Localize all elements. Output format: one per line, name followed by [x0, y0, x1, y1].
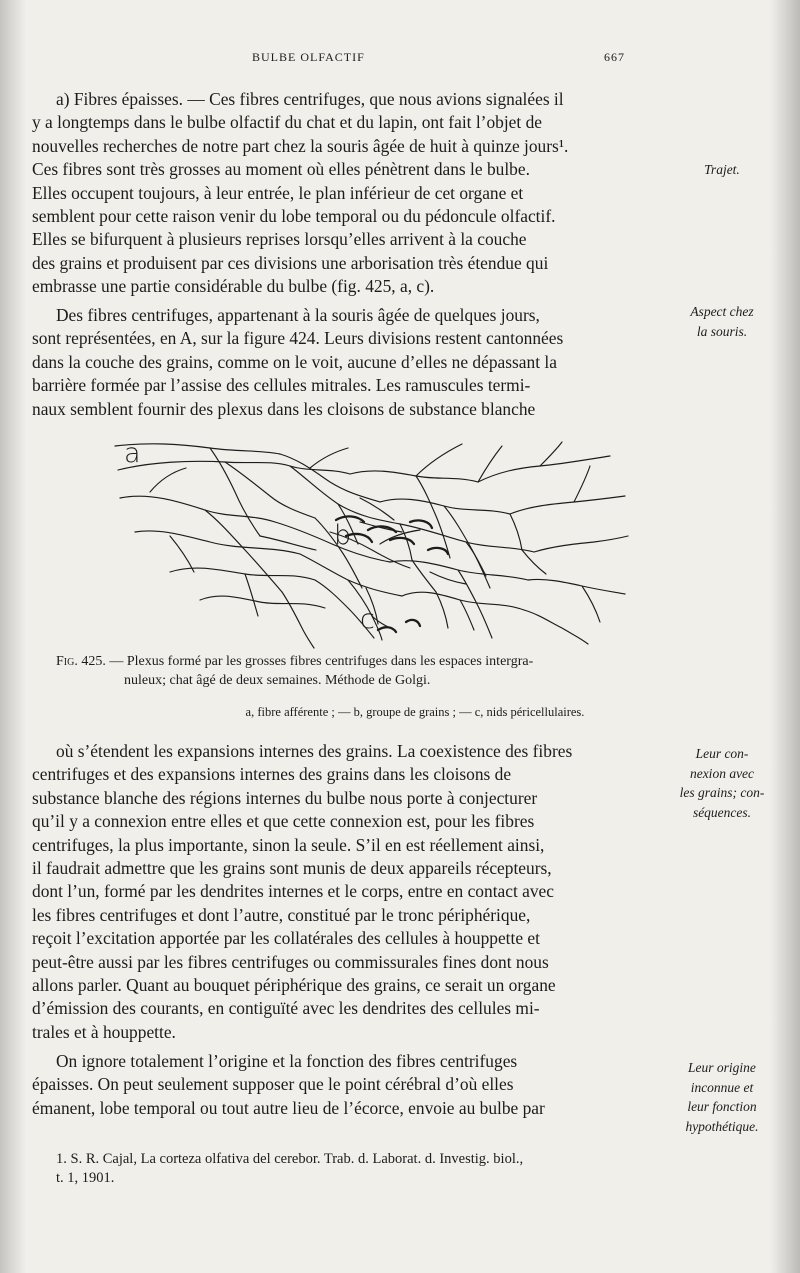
- figure-legend: a, fibre afférente ; — b, groupe de grains ; — c, nids péricellulaires.: [245, 705, 585, 719]
- text-line: trales et à houppette.: [32, 1021, 176, 1042]
- text-line: a) Fibres épaisses. — Ces fibres centrifuges, que nous avions signalées il: [56, 89, 564, 109]
- margin-note-line: inconnue et: [690, 1079, 754, 1095]
- text-line: embrasse une partie considérable du bulbe (fig. 425, a, c).: [32, 276, 435, 297]
- running-head-title: BULBE OLFACTIF: [252, 50, 365, 64]
- margin-note-line: Leur con-: [695, 746, 749, 761]
- figure-425: [110, 432, 630, 650]
- running-head: [0, 50, 800, 70]
- text-line: il faudrait admettre que les grains sont munis de deux appareils récepteurs,: [32, 858, 552, 879]
- text-line: On ignore totalement l’origine et la fonction des fibres centrifuges: [56, 1051, 518, 1071]
- page-shadow-left: [0, 0, 26, 1273]
- margin-note-trajet: Trajet.: [704, 162, 740, 177]
- text-line: y a longtemps dans le bulbe olfactif du chat et du lapin, ont fait l’objet de: [32, 112, 542, 133]
- text-line: qu’il y a connexion entre elles et que cette connexion est, pour les fibres: [32, 811, 535, 832]
- paragraph-souris: [32, 304, 638, 421]
- text-line: peut-être aussi par les fibres centrifuges ou commissurales fines dont nous: [32, 951, 549, 972]
- margin-note-line: Leur origine: [688, 1060, 756, 1075]
- text-line: les fibres centrifuges et dont l’autre, constitué par le tronc périphérique,: [32, 904, 531, 925]
- caption-line-2: nuleux; chat âgé de deux semaines. Méthode de Golgi.: [124, 673, 431, 688]
- figure-caption: [56, 652, 686, 690]
- margin-note-aspect: [654, 302, 790, 341]
- caption-text: — Plexus formé par les grosses fibres centrifuges dans les espaces intergra-: [109, 654, 534, 669]
- margin-note-connexion: [654, 744, 790, 822]
- text-line: naux semblent fournir des plexus dans les cloisons de substance blanche: [32, 398, 536, 419]
- paragraph-origine: [32, 1050, 638, 1120]
- figure-label-c: c: [360, 604, 375, 635]
- text-line: épaisses. On peut seulement supposer que le point cérébral d’où elles: [32, 1074, 514, 1095]
- text-line: barrière formée par l’assise des cellules mitrales. Les ramuscules termi-: [32, 375, 531, 396]
- margin-note-origine: [654, 1058, 790, 1136]
- text-line: des grains et produisent par ces divisions une arborisation très étendue qui: [32, 252, 549, 273]
- text-line: reçoit l’excitation apportée par les collatérales des cellules à houppette et: [32, 928, 540, 949]
- margin-note-line: hypothétique.: [685, 1118, 759, 1134]
- margin-note-line: les grains; con-: [679, 785, 765, 800]
- text-line: d’émission des courants, en contiguïté avec les dendrites des cellules mi-: [32, 998, 540, 1019]
- text-line: centrifuges, la plus importante, sinon la seule. S’il en est réellement ainsi,: [32, 834, 545, 855]
- figure-label-b: b: [334, 520, 352, 551]
- caption-line-1: [56, 652, 686, 671]
- text-line: allons parler. Quant au bouquet périphérique des grains, ce serait un organe: [32, 975, 556, 996]
- text-line: semblent pour cette raison venir du lobe temporal ou du pédoncule olfactif.: [32, 206, 556, 227]
- margin-note-line: séquences.: [692, 804, 752, 820]
- footnote-line-2: t. 1, 1901.: [56, 1170, 115, 1186]
- margin-note-line: la souris.: [696, 323, 748, 339]
- text-line: sont représentées, en A, sur la figure 424. Leurs divisions restent cantonnées: [32, 328, 564, 349]
- text-line: dans la couche des grains, comme on le voit, aucune d’elles ne dépassant la: [32, 351, 557, 372]
- figure-number: Fig. 425.: [56, 654, 106, 669]
- margin-note-line: leur fonction: [687, 1099, 757, 1114]
- text-line: centrifuges et des expansions internes des grains dans les cloisons de: [32, 764, 512, 785]
- paragraph-connexion: [32, 740, 638, 1044]
- text-line: Elles se bifurquent à plusieurs reprises lorsqu’elles arrivent à la couche: [32, 229, 527, 250]
- text-line: émanent, lobe temporal ou tout autre lieu de l’écorce, envoie au bulbe par: [32, 1097, 545, 1118]
- figure-label-a: a: [124, 438, 141, 469]
- page-number: 667: [604, 50, 625, 64]
- text-line: Elles occupent toujours, à leur entrée, le plan inférieur de cet organe et: [32, 182, 524, 203]
- margin-note-line: nexion avec: [689, 765, 755, 781]
- footnote: [56, 1150, 668, 1188]
- margin-note-line: Aspect chez: [690, 304, 754, 319]
- text-line: Des fibres centrifuges, appartenant à la souris âgée de quelques jours,: [56, 305, 540, 325]
- paragraph-fibres-epaisses: [32, 88, 638, 299]
- text-line: Ces fibres sont très grosses au moment où elles pénètrent dans le bulbe.: [32, 159, 530, 180]
- text-line: dont l’un, formé par les dendrites internes et le corps, entre en contact avec: [32, 881, 554, 902]
- text-line: où s’étendent les expansions internes des grains. La coexistence des fibres: [56, 741, 573, 761]
- text-line: substance blanche des régions internes du bulbe nous porte à conjecturer: [32, 787, 538, 808]
- footnote-line-1: 1. S. R. Cajal, La corteza olfativa del cerebor. Trab. d. Laborat. d. Investig. biol.,: [56, 1151, 524, 1167]
- text-line: nouvelles recherches de notre part chez la souris âgée de huit à quinze jours¹.: [32, 135, 569, 156]
